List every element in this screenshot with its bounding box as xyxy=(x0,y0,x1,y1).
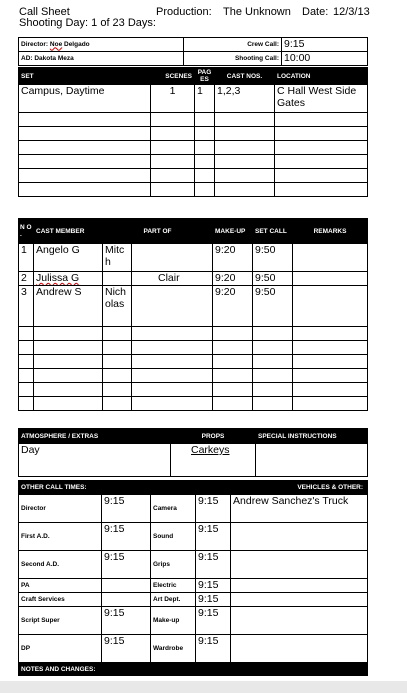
props-cell xyxy=(171,444,256,477)
director-cell xyxy=(19,38,184,52)
part-name-2 xyxy=(132,286,213,327)
make-up-time: 9:20 xyxy=(213,244,253,272)
atmosphere-header: ATMOSPHERE / EXTRAS xyxy=(19,429,171,444)
instructions-cell xyxy=(256,444,368,477)
set-header: SET xyxy=(19,68,151,85)
role2-time: 9:15 xyxy=(196,523,231,551)
info-table xyxy=(18,37,368,66)
remarks xyxy=(293,286,368,327)
cast-member: Andrew S xyxy=(34,286,103,327)
vehicles-header: VEHICLES & OTHER: xyxy=(231,481,368,495)
table-row xyxy=(19,579,368,593)
document-title: Call Sheet xyxy=(19,6,70,18)
ad-name: AD: Dakota Meza xyxy=(19,52,184,66)
role2-label: Grips xyxy=(151,551,196,579)
notes-header: NOTES AND CHANGES: xyxy=(19,663,368,676)
role-label: Director xyxy=(19,495,102,523)
part-name: Mitch xyxy=(103,244,132,272)
table-row xyxy=(19,551,368,579)
set-call-time: 9:50 xyxy=(253,244,293,272)
director-surname: Delgado xyxy=(64,40,90,48)
bottom-bar xyxy=(0,681,407,693)
remarks xyxy=(293,244,368,272)
cast-no: 2 xyxy=(19,272,34,286)
special-instructions-header: SPECIAL INSTRUCTIONS xyxy=(256,429,368,444)
role2-label: Make-up xyxy=(151,607,196,635)
role2-time: 9:15 xyxy=(196,593,231,607)
role-label: PA xyxy=(19,579,102,593)
pages-cell: 1 xyxy=(195,85,215,113)
table-row xyxy=(19,272,368,286)
scenes-header: SCENES xyxy=(151,68,195,85)
role2-time: 9:15 xyxy=(196,495,231,523)
role2-label: Art Dept. xyxy=(151,593,196,607)
cast-member-header: CAST MEMBER xyxy=(34,219,103,244)
part-name-2: Clair xyxy=(132,272,213,286)
shooting-call-label: Shooting Call: xyxy=(184,52,282,66)
role-label: Script Super xyxy=(19,607,102,635)
role2-time: 9:15 xyxy=(196,551,231,579)
production-value: The Unknown xyxy=(223,6,291,18)
table-row xyxy=(19,607,368,635)
shooting-day: Shooting Day: 1 of 23 Days: xyxy=(19,17,156,29)
table-row xyxy=(19,85,368,113)
make-up-time: 9:20 xyxy=(213,272,253,286)
crew-call-label: Crew Call: xyxy=(184,38,282,52)
props-header: PROPS xyxy=(171,429,256,444)
call-times-table xyxy=(18,480,368,676)
part-name xyxy=(103,272,132,286)
table-row xyxy=(19,495,368,523)
cast-no: 3 xyxy=(19,286,34,327)
scenes-cell: 1 xyxy=(151,85,195,113)
pages-header: PAG ES xyxy=(195,68,215,85)
table-row xyxy=(19,286,368,327)
location-header: LOCATION xyxy=(275,68,368,85)
crew-call-value: 9:15 xyxy=(282,38,368,52)
role2-time: 9:15 xyxy=(196,579,231,593)
location-cell: C Hall West Side Gates xyxy=(275,85,368,113)
role2-label: Camera xyxy=(151,495,196,523)
role2-time: 9:15 xyxy=(196,635,231,663)
role-time: 9:15 xyxy=(102,635,151,663)
role2-label: Sound xyxy=(151,523,196,551)
props-text: Carkeys xyxy=(191,444,230,456)
role-time: 9:15 xyxy=(102,495,151,523)
cast-member-text: Julissa G xyxy=(36,272,80,284)
role2-time: 9:15 xyxy=(196,607,231,635)
set-call-header: SET CALL xyxy=(253,219,293,244)
scenes-table xyxy=(18,67,368,197)
role2-label: Wardrobe xyxy=(151,635,196,663)
role-time: 9:15 xyxy=(102,607,151,635)
cast-member xyxy=(34,272,103,286)
extras-cell: Day xyxy=(19,444,171,477)
table-row xyxy=(19,444,368,477)
role-time xyxy=(102,579,151,593)
part-name: Nicholas xyxy=(103,286,132,327)
role-label: Second A.D. xyxy=(19,551,102,579)
table-row xyxy=(19,244,368,272)
atmosphere-table xyxy=(18,428,368,477)
table-row xyxy=(19,593,368,607)
remarks-header: REMARKS xyxy=(293,219,368,244)
director-name: Noe xyxy=(49,40,63,48)
cast-member: Angelo G xyxy=(34,244,103,272)
cast-nos-cell: 1,2,3 xyxy=(215,85,275,113)
set-cell: Campus, Daytime xyxy=(19,85,151,113)
other-call-times-header: OTHER CALL TIMES: xyxy=(19,481,231,495)
no-header: N O . xyxy=(19,219,34,244)
date-label: Date: xyxy=(302,6,329,18)
set-call-time: 9:50 xyxy=(253,272,293,286)
production-label: Production: xyxy=(156,6,212,18)
part-name-2 xyxy=(132,244,213,272)
make-up-time: 9:20 xyxy=(213,286,253,327)
make-up-header: MAKE-UP xyxy=(213,219,253,244)
role-label: First A.D. xyxy=(19,523,102,551)
cast-table xyxy=(18,218,368,411)
table-row xyxy=(19,635,368,663)
role-time: 9:15 xyxy=(102,551,151,579)
table-row xyxy=(19,523,368,551)
part-of-header: PART OF xyxy=(103,219,213,244)
role-time: 9:15 xyxy=(102,523,151,551)
role2-label: Electric xyxy=(151,579,196,593)
remarks xyxy=(293,272,368,286)
role-label: DP xyxy=(19,635,102,663)
date-value: 12/3/13 xyxy=(333,6,370,18)
cast-no: 1 xyxy=(19,244,34,272)
director-label: Director: xyxy=(21,40,49,48)
set-call-time: 9:50 xyxy=(253,286,293,327)
cast-nos-header: CAST NOS. xyxy=(215,68,275,85)
vehicles-cell: Andrew Sanchez's Truck xyxy=(231,495,368,523)
role-label: Craft Services xyxy=(19,593,102,607)
role-time xyxy=(102,593,151,607)
shooting-call-value: 10:00 xyxy=(282,52,368,66)
